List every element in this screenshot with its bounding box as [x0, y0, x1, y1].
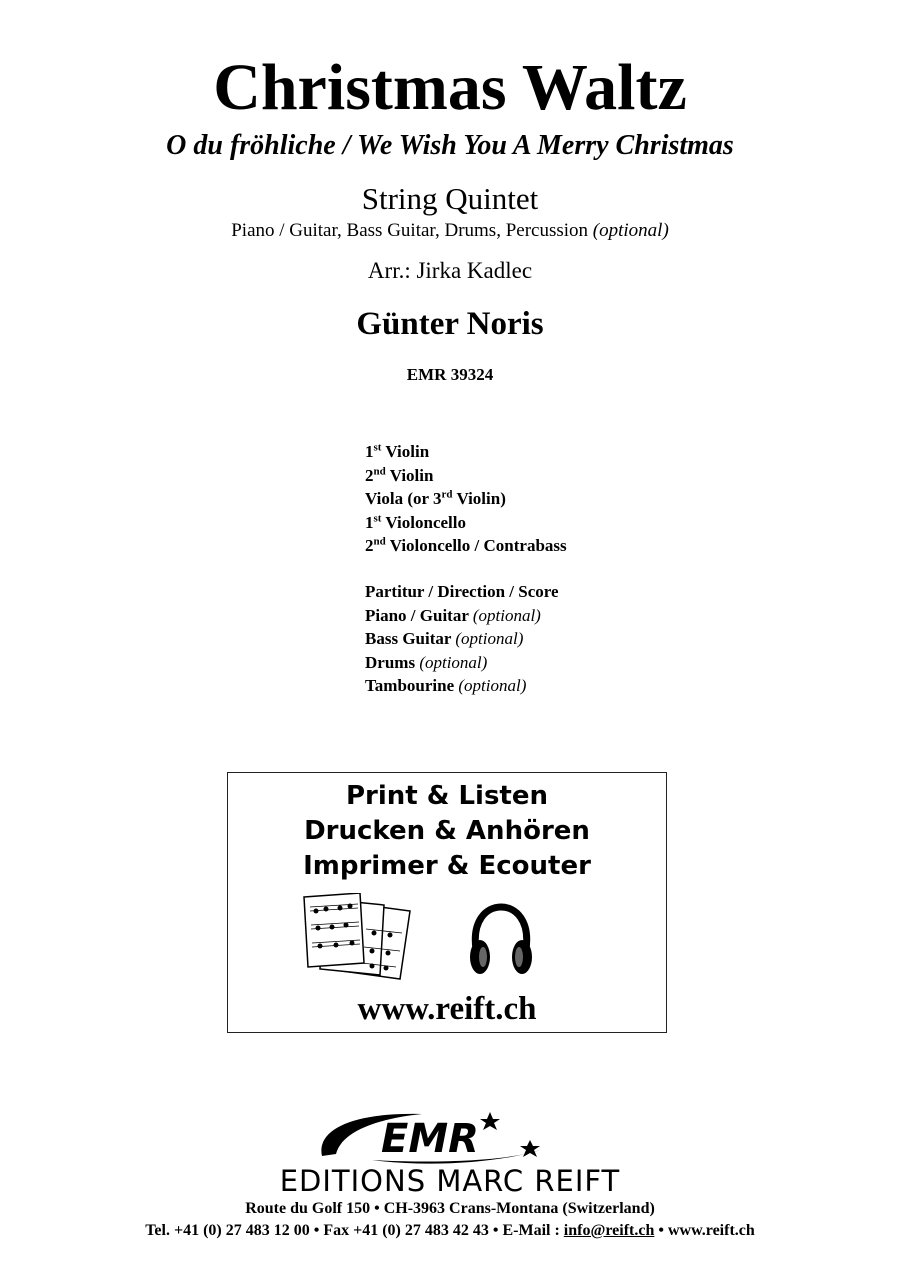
instruments-main: Piano / Guitar, Bass Guitar, Drums, Percussion — [231, 220, 589, 241]
list-item: Tambourine (optional) — [365, 676, 527, 695]
contact-phone-fax: Tel. +41 (0) 27 483 12 00 • Fax +41 (0) 27 483 42 43 • E-Mail : — [145, 1222, 564, 1239]
list-item: Drums (optional) — [365, 652, 488, 672]
emr-logo-text: EMR — [381, 1116, 479, 1162]
list-item: 2nd Violin — [365, 464, 434, 485]
page-title: Christmas Waltz — [213, 51, 687, 124]
emr-logo — [312, 1110, 562, 1166]
extra-parts-list — [365, 580, 559, 698]
promo-line-de: Drucken & Anhören — [304, 816, 590, 846]
promo-line-fr: Imprimer & Ecouter — [303, 851, 591, 881]
publisher-contact — [0, 1220, 900, 1242]
string-parts-list — [365, 440, 567, 558]
instruments-optional: (optional) — [592, 220, 669, 241]
publisher-name: EDITIONS MARC REIFT — [279, 1164, 621, 1198]
promo-url[interactable]: www.reift.ch — [357, 991, 537, 1027]
list-item: Partitur / Direction / Score — [365, 582, 559, 601]
composer: Günter Noris — [356, 306, 544, 342]
email-link[interactable]: info@reift.ch — [563, 1222, 655, 1239]
subtitle: O du fröhliche / We Wish You A Merry Christmas — [166, 130, 734, 161]
list-item: Bass Guitar (optional) — [365, 629, 524, 648]
list-item: 2nd Violoncello / Contrabass — [365, 535, 567, 555]
promo-line-en: Print & Listen — [345, 781, 549, 811]
publisher-address: Route du Golf 150 • CH-3963 Crans-Montana (Switzerland) — [245, 1200, 655, 1217]
headphones-icon — [466, 901, 536, 981]
instruments-line — [0, 219, 900, 243]
print-listen-box — [227, 772, 667, 1033]
sheet-music-icon — [302, 893, 414, 983]
ensemble: String Quintet — [361, 181, 539, 216]
list-item: 1st Violoncello — [365, 511, 466, 532]
catalog-number: EMR 39324 — [406, 365, 494, 384]
contact-website[interactable]: • www.reift.ch — [654, 1222, 755, 1239]
arranger: Arr.: Jirka Kadlec — [367, 258, 533, 283]
list-item: Viola (or 3rd Violin) — [365, 488, 506, 508]
list-item: 1st Violin — [365, 441, 430, 461]
list-item: Piano / Guitar (optional) — [365, 605, 541, 625]
